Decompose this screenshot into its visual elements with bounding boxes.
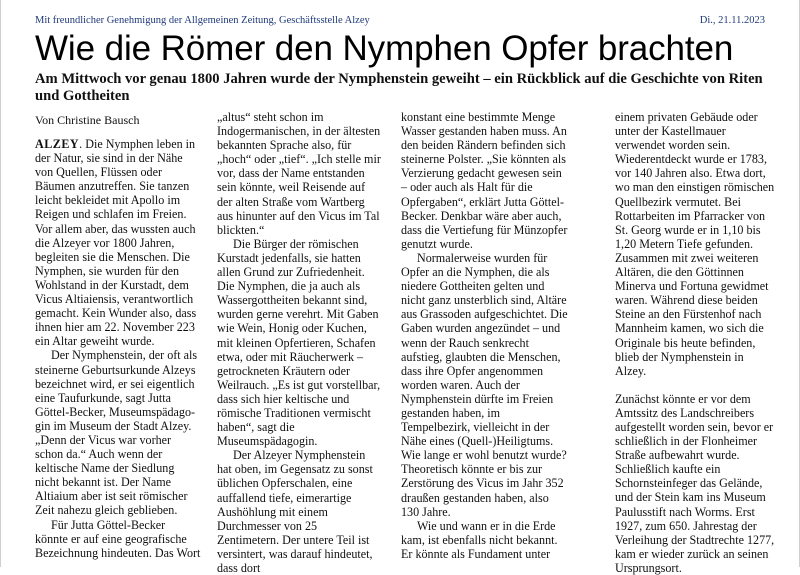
source-credit: Mit freundlicher Genehmigung der Allgemeinen Zeitung, Geschäftsstelle Alzey <box>35 15 370 26</box>
paragraph: Der Alzeyer Nymphenstein hat oben, im Gegensatz zu sonst üblichen Opferschalen, eine auffallend tiefe, eimerartige Aushöhlung mit einem Durchmesser von 25 Zentimetern. Der untere Teil ist versintert, was darauf hindeutet, dass dort <box>217 448 373 575</box>
article-lead: Am Mittwoch vor genau 1800 Jahren wurde der Nymphenstein geweiht – ein Rückblick auf die Geschichte von Riten und Gottheiten <box>35 71 763 104</box>
article-column-2 <box>217 110 382 575</box>
paragraph: Der Nymphenstein, der oft als steinerne Geburtsurkunde Alzeys bezeichnet wird, er sei eigentlich eine Taufurkunde, sagt Jutta Göttel-Becker, Museumspädago-gin im Museum der Stadt Alzey. „Denn der Vicus war vorher schon da.“ Auch wenn der keltische Name der Siedlung nicht bekannt ist. Der Name Altiaium aber ist seit römischer Zeit nahezu gleich geblieben. <box>35 348 198 518</box>
byline: Von Christine Bausch <box>35 113 140 127</box>
paragraph: Wie und wann er in die Erde kam, ist ebenfalls nicht bekannt. Er könnte als Fundament unter <box>401 518 558 561</box>
source-bar <box>35 14 765 28</box>
article-column-4 <box>615 110 775 575</box>
article-title: Wie die Römer den Nymphen Opfer brachten <box>35 29 734 68</box>
paragraph: Für Jutta Göttel-Becker könnte er auf eine geografische Bezeichnung hindeuten. Das Wort <box>35 517 201 560</box>
paragraph: Normalerweise wurden für Opfer an die Nymphen, die als niedere Gottheiten gelten und nicht ganz unsterblich sind, Altäre aus Grassoden aufgeschichtet. Die Gaben wurden angezündet – und wenn der Rauch senkrecht aufstieg, glaubten die Menschen, dass ihre Opfer angenommen worden waren. Auch der Nymphenstein dürfte im Freien gestanden haben, im Tempelbezirk, vielleicht in der Nähe eines (Quell-)Heiligtums. Wie lange er wohl benutzt wurde? Theoretisch könnte er bis zur Zerstörung des Vicus im Jahr 352 draußen gestanden haben, also 130 Jahre. <box>401 250 568 519</box>
publication-date: Di., 21.11.2023 <box>699 15 765 26</box>
article-column-3 <box>401 110 569 561</box>
paragraph: Zunächst könnte er vor dem Amtssitz des Landschreibers aufgestellt worden sein, bevor er schließlich in der Flonheimer Straße aufbewahrt wurde. Schließlich kaufte ein Schornsteinfeger das Gelände, und der Stein kam ins Museum Paulusstift nach Worms. Erst 1927, zum 650. Jahrestag der Verleihung der Stadtrechte 1277, kam er wieder zurück an seinen Ursprungsort. <box>615 391 775 575</box>
paragraph: einem privaten Gebäude oder unter der Kastellmauer verwendet worden sein. Wiederentdeckt wurde er 1783, vor 140 Jahren also. Etwa dort, wo man den einstigen römischen Quellbezirk vermutet. Bei Rottarbeiten im Pfarracker von St. Georg wurde er in 1,10 bis 1,20 Metern Tiefe gefunden. Zusammen mit zwei weiteren Altären, die den Göttinnen Minerva und Fortuna gewidmet waren. Während diese beiden Steine an den Fürstenhof nach Mannheim kamen, wo sich die Originale bis heute befinden, blieb der Nymphenstein in Alzey. <box>615 110 775 378</box>
paragraph: konstant eine bestimmte Menge Wasser gestanden haben muss. An den beiden Rändern befinden sich steinerne Polster. „Sie könnten als Verzierung gedacht gewesen sein – oder auch als Halt für die Opfergaben“, erklärt Jutta Göttel-Becker. Denkbar wäre aber auch, dass die Vertiefung für Münzopfer genutzt wurde. <box>401 110 568 251</box>
dateline: ALZEY <box>35 137 80 151</box>
article-column-1 <box>35 137 201 560</box>
paragraph: Die Bürger der römischen Kurstadt jedenfalls, sie hatten allen Grund zur Zufriedenheit. Die Nymphen, die ja auch als Wassergottheiten bekannt sind, wurden gerne verehrt. Mit Gaben wie Wein, Honig oder Kuchen, mit kleinen Opfertieren, Schafen etwa, oder mit Räucherwerk – getrockneten Kräutern oder Weilrauch. „Es ist gut vorstellbar, dass sich hier keltische und römische Traditionen vermischt haben“, sagt die Museumspädagogin. <box>217 236 381 449</box>
paragraph: „altus“ steht schon im Indogermanischen, in der ältesten bekannten Sprache also, für „hoch“ oder „tief“. „Ich stelle mir vor, dass der Name entstanden sein könnte, weil Reisende auf der alten Straße vom Wartberg aus hinunter auf den Vicus im Tal blickten.“ <box>217 110 381 237</box>
paragraph-text: . Die Nymphen leben in der Natur, sie sind in der Nähe von Quellen, Flüssen oder Bäumen anzutreffen. Sie tanzen leicht bekleidet mit Apollo im Reigen und schlafen im Freien. Vor allem aber, das wussten auch die Alzeyer vor 1800 Jahren, begleiten sie die Menschen. Die Nymphen, sie wurden für den Wohlstand in der Kurstadt, dem Vicus Altiaiensis, verantwortlich gemacht. Kein Wunder also, dass ihnen hier am 22. November 223 ein Altar geweiht wurde. <box>35 137 197 349</box>
paragraph <box>35 137 201 348</box>
